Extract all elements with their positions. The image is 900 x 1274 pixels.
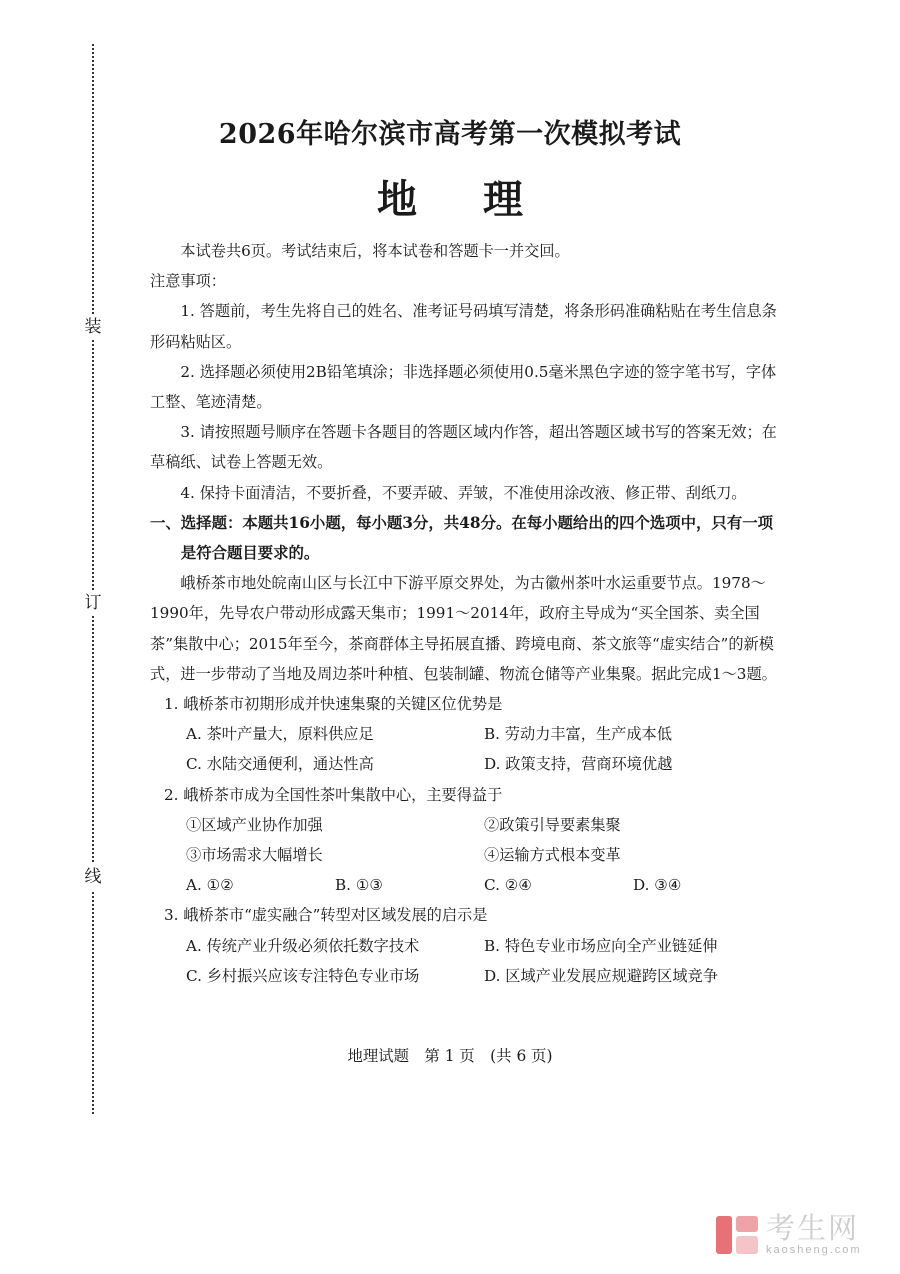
watermark-text <box>766 1211 862 1256</box>
binding-mark-ding: 订 <box>80 590 106 616</box>
binding-mark-zhuang: 装 <box>80 314 106 340</box>
notice-heading: 注意事项： <box>150 272 226 291</box>
exam-title: 2026年哈尔滨市高考第一次模拟考试 <box>218 119 682 150</box>
question-2-statements-row2 <box>150 840 782 870</box>
question-2-statement-1: ①区域产业协作加强 <box>186 815 323 834</box>
question-3-option-b: B. 特色专业市场应向全产业链延伸 <box>484 936 718 955</box>
intro-text: 本试卷共6页。考试结束后，将本试卷和答题卡一并交回。 <box>180 242 570 260</box>
document-body <box>150 236 782 991</box>
question-2-options-row <box>150 870 782 900</box>
question-3-options-row1 <box>150 931 782 961</box>
question-1-option-a: A. 茶叶产量大，原料供应足 <box>186 725 374 744</box>
question-1-options-row2 <box>150 749 782 779</box>
question-3-stem: 3. 峨桥茶市“虚实融合”转型对区域发展的启示是 <box>164 906 488 925</box>
question-3-option-a: A. 传统产业升级必须依托数字技术 <box>186 936 420 955</box>
question-2-statement-4: ④运输方式根本变革 <box>484 846 621 865</box>
question-3-option-c: C. 乡村振兴应该专注特色专业市场 <box>186 966 420 985</box>
page-footer: 地理试题 第 1 页 (共 6 页) <box>347 1047 553 1065</box>
notice-item-1: 1. 答题前，考生先将自己的姓名、准考证号码填写清楚，将条形码准确粘贴在考生信息条形码粘贴区。 <box>150 302 777 351</box>
watermark-en: kaosheng.com <box>766 1244 862 1256</box>
binding-mark-xian: 线 <box>80 864 106 890</box>
watermark-cn: 考生网 <box>766 1211 860 1245</box>
notice-item-4: 4. 保持卡面清洁，不要折叠，不要弄破、弄皱，不准使用涂改液、修正带、刮纸刀。 <box>180 483 747 502</box>
reading-passage: 峨桥茶市地处皖南山区与长江中下游平原交界处，为古徽州茶叶水运重要节点。1978～1990年，先导农户带动形成露天集市；1991～2014年，政府主导成为“买全国茶、卖全国茶”集散中心；2015年至今，茶商群体主导拓展直播、跨境电商、茶文旅等“虚实结合”的新模式，进一步带动了当地及周边茶叶种植、包装制罐、物流仓储等产业集聚。据此完成1～3题。 <box>150 574 777 683</box>
question-1-stem: 1. 峨桥茶市初期形成并快速集聚的关键区位优势是 <box>164 695 503 714</box>
question-2-statement-2: ②政策引导要素集聚 <box>484 815 621 834</box>
question-3-options-row2 <box>150 961 782 991</box>
question-1-option-c: C. 水陆交通便利，通达性高 <box>186 755 374 774</box>
kaosheng-logo-icon <box>714 1212 760 1258</box>
question-1-option-d: D. 政策支持，营商环境优越 <box>484 755 673 774</box>
question-1-option-b: B. 劳动力丰富，生产成本低 <box>484 725 672 744</box>
question-2-statement-3: ③市场需求大幅增长 <box>186 846 323 865</box>
question-2-statements-row1 <box>150 810 782 840</box>
notice-item-3: 3. 请按照题号顺序在答题卡各题目的答题区域内作答，超出答题区域书写的答案无效；在草稿纸、试卷上答题无效。 <box>150 423 777 472</box>
question-2-option-a: A. ①② <box>186 876 234 895</box>
question-2-option-b: B. ①③ <box>335 876 384 895</box>
question-1-options-row1 <box>150 719 782 749</box>
question-2-stem: 2. 峨桥茶市成为全国性茶叶集散中心，主要得益于 <box>164 785 503 804</box>
subject-title: 地 理 <box>377 176 549 223</box>
kaosheng-watermark <box>714 1212 894 1258</box>
question-3-option-d: D. 区域产业发展应规避跨区域竞争 <box>484 966 718 985</box>
question-2-option-c: C. ②④ <box>484 876 532 895</box>
question-2-option-d: D. ③④ <box>633 876 682 895</box>
section-heading: 一、选择题：本题共16小题，每小题3分，共48分。在每小题给出的四个选项中，只有一项是符合题目要求的。 <box>150 513 773 563</box>
notice-item-2: 2. 选择题必须使用2B铅笔填涂；非选择题必须使用0.5毫米黑色字迹的签字笔书写，字体工整、笔迹清楚。 <box>150 362 777 412</box>
